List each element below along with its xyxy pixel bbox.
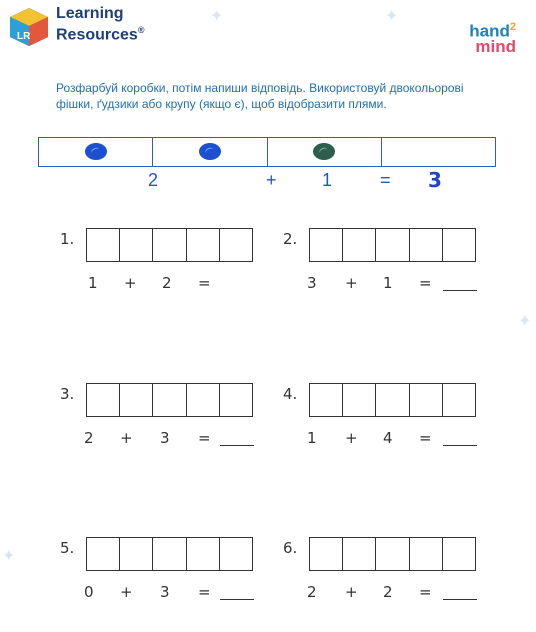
five-frame	[309, 537, 476, 571]
five-frame	[86, 537, 253, 571]
equals-sign: =	[198, 274, 211, 292]
problem-number: 3.	[60, 385, 75, 403]
frame-cell[interactable]	[376, 384, 409, 416]
blue-chip-icon	[85, 143, 107, 160]
frame-cell[interactable]	[410, 229, 443, 261]
frame-cell[interactable]	[376, 538, 409, 570]
partner-hand: hand	[469, 21, 510, 41]
frame-cell[interactable]	[153, 538, 186, 570]
problem-number: 2.	[283, 230, 298, 248]
plus-sign: +	[120, 429, 133, 447]
frame-cell[interactable]	[310, 538, 343, 570]
example-cell	[268, 138, 382, 166]
frame-cell[interactable]	[343, 229, 376, 261]
problem-5	[60, 537, 260, 607]
addend-b: 1	[383, 274, 393, 292]
brand-line2: Resources	[56, 26, 138, 44]
frame-cell[interactable]	[120, 538, 153, 570]
frame-cell[interactable]	[187, 538, 220, 570]
decorative-star-icon: ✦	[385, 6, 399, 25]
green-chip-icon	[313, 143, 335, 160]
frame-cell[interactable]	[187, 384, 220, 416]
problem-number: 4.	[283, 385, 298, 403]
five-frame	[309, 383, 476, 417]
equals-sign: =	[419, 583, 432, 601]
five-frame	[86, 228, 253, 262]
decorative-star-icon: ✦	[210, 6, 224, 25]
frame-cell[interactable]	[376, 229, 409, 261]
plus-sign: +	[345, 429, 358, 447]
brand-name	[56, 5, 144, 43]
addend-b: 2	[162, 274, 172, 292]
frame-cell[interactable]	[220, 384, 252, 416]
addend-b: 3	[160, 583, 170, 601]
addend-b: 4	[383, 429, 393, 447]
addend-a: 2	[84, 429, 94, 447]
example-ten-frame	[38, 137, 496, 167]
frame-cell[interactable]	[220, 538, 252, 570]
logo-letters: LR	[17, 31, 31, 42]
frame-cell[interactable]	[410, 538, 443, 570]
example-plus: +	[266, 170, 277, 190]
equals-sign: =	[198, 429, 211, 447]
equals-sign: =	[198, 583, 211, 601]
answer-blank[interactable]	[220, 599, 254, 600]
example-addend2: 1	[322, 170, 333, 190]
problem-number: 1.	[60, 230, 75, 248]
addend-b: 3	[160, 429, 170, 447]
example-cell	[153, 138, 267, 166]
addend-b: 2	[383, 583, 393, 601]
problem-2	[283, 228, 483, 298]
hand2mind-logo	[469, 20, 516, 54]
addend-a: 0	[84, 583, 94, 601]
five-frame	[309, 228, 476, 262]
plus-sign: +	[345, 274, 358, 292]
frame-cell[interactable]	[310, 229, 343, 261]
decorative-star-icon: ✦	[2, 546, 16, 565]
frame-cell[interactable]	[120, 229, 153, 261]
frame-cell[interactable]	[410, 384, 443, 416]
frame-cell[interactable]	[443, 384, 475, 416]
frame-cell[interactable]	[87, 229, 120, 261]
frame-cell[interactable]	[310, 384, 343, 416]
frame-cell[interactable]	[443, 538, 475, 570]
frame-cell[interactable]	[343, 384, 376, 416]
problem-1	[60, 228, 260, 298]
equals-sign: =	[419, 429, 432, 447]
addend-a: 2	[307, 583, 317, 601]
partner-mind: mind	[475, 36, 516, 56]
answer-blank[interactable]	[443, 445, 477, 446]
example-equals: =	[380, 170, 391, 190]
example-addend1: 2	[148, 170, 159, 190]
problem-number: 6.	[283, 539, 298, 557]
frame-cell[interactable]	[120, 384, 153, 416]
problem-3	[60, 383, 260, 453]
frame-cell[interactable]	[87, 384, 120, 416]
answer-blank[interactable]	[443, 599, 477, 600]
plus-sign: +	[120, 583, 133, 601]
learning-resources-logo-icon	[8, 6, 50, 48]
frame-cell[interactable]	[153, 229, 186, 261]
frame-cell[interactable]	[87, 538, 120, 570]
answer-blank[interactable]	[443, 290, 477, 291]
decorative-star-icon: ✦	[518, 311, 532, 330]
example-cell	[382, 138, 495, 166]
problem-number: 5.	[60, 539, 75, 557]
brand-line1: Learning	[56, 5, 124, 22]
equals-sign: =	[419, 274, 432, 292]
five-frame	[86, 383, 253, 417]
example-answer: 3	[428, 168, 442, 192]
problem-6	[283, 537, 483, 607]
frame-cell[interactable]	[443, 229, 475, 261]
registered-mark: ®	[137, 25, 145, 35]
addend-a: 1	[88, 274, 98, 292]
addend-a: 1	[307, 429, 317, 447]
frame-cell[interactable]	[187, 229, 220, 261]
frame-cell[interactable]	[153, 384, 186, 416]
example-cell	[39, 138, 153, 166]
addend-a: 3	[307, 274, 317, 292]
instructions-text: Розфарбуй коробки, потім напиши відповідь. Використовуй двокольорові фішки, ґудзики або крупу (якщо є), щоб відобразити плями.	[56, 81, 464, 111]
partner-two: 2	[509, 21, 516, 33]
plus-sign: +	[345, 583, 358, 601]
problem-4	[283, 383, 483, 453]
frame-cell[interactable]	[343, 538, 376, 570]
plus-sign: +	[124, 274, 137, 292]
frame-cell[interactable]	[220, 229, 252, 261]
answer-blank[interactable]	[220, 445, 254, 446]
blue-chip-icon	[199, 143, 221, 160]
